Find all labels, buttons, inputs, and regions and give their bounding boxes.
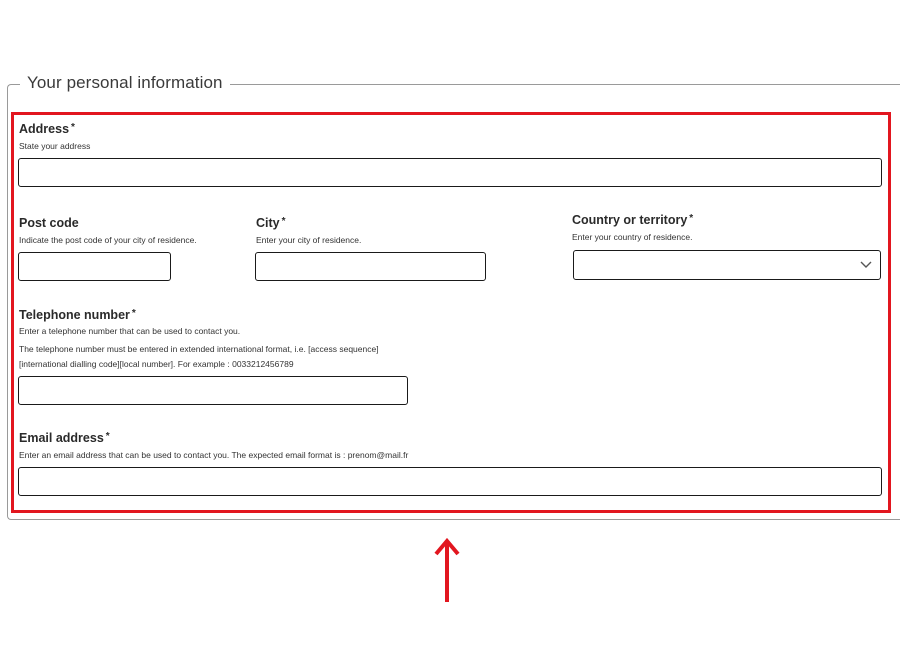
address-input[interactable]	[18, 158, 882, 187]
telephone-hint: Enter a telephone number that can be used to contact you.	[19, 326, 241, 336]
address-label: Address *	[19, 122, 75, 136]
country-hint: Enter your country of residence.	[572, 232, 693, 242]
fieldset-legend: Your personal information	[20, 73, 230, 93]
post-code-label: Post code	[19, 216, 79, 230]
chevron-down-icon	[860, 259, 872, 269]
country-select[interactable]	[573, 250, 881, 280]
post-code-input[interactable]	[18, 252, 171, 281]
post-code-hint: Indicate the post code of your city of residence.	[19, 235, 197, 245]
city-hint: Enter your city of residence.	[256, 235, 362, 245]
telephone-input[interactable]	[18, 376, 408, 405]
address-hint: State your address	[19, 141, 91, 151]
city-input[interactable]	[255, 252, 486, 281]
arrow-up-icon	[432, 538, 462, 604]
telephone-hint-example: [international dialling code][local number]. For example : 0033212456789	[19, 359, 294, 369]
telephone-label: Telephone number *	[19, 308, 136, 322]
city-label: City *	[256, 216, 286, 230]
email-label: Email address *	[19, 431, 110, 445]
email-input[interactable]	[18, 467, 882, 496]
country-label: Country or territory *	[572, 213, 694, 227]
email-hint: Enter an email address that can be used to contact you. The expected email format is : prenom@mail.fr	[19, 450, 409, 460]
telephone-hint-format: The telephone number must be entered in extended international format, i.e. [access sequence]	[19, 344, 379, 354]
